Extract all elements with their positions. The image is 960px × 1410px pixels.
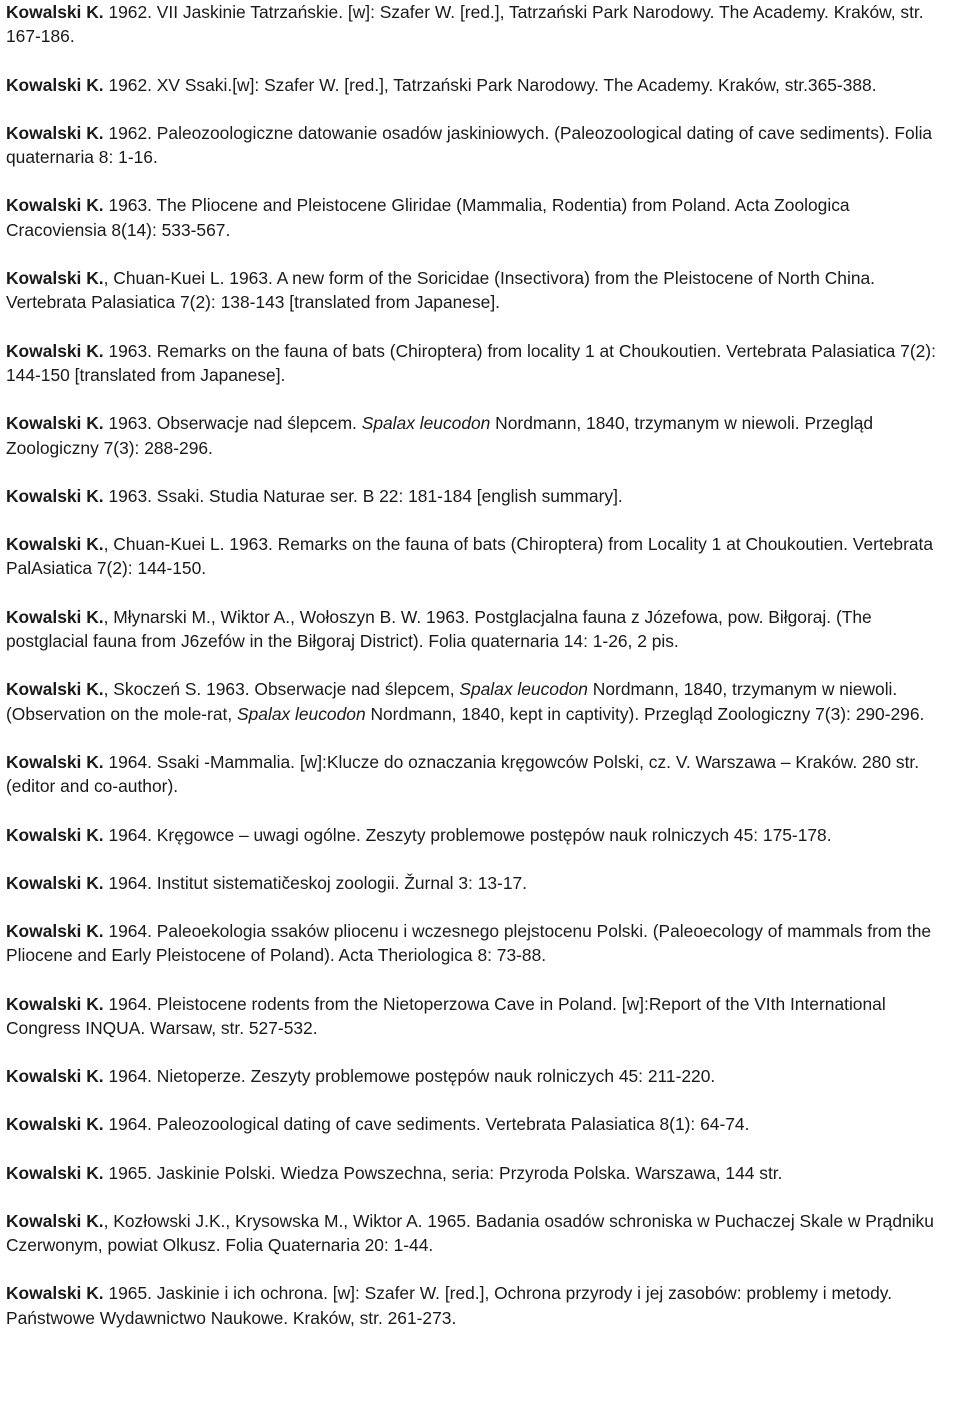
author-name: Kowalski K.	[6, 1283, 104, 1304]
species-name: Spalax leucodon	[459, 679, 588, 700]
citation-text: , Młynarski M., Wiktor A., Wołoszyn B. W. 1963. Postglacjalna fauna z Józefowa, pow. Biłgoraj. (The postglacial fauna from J6zefów in the Biłgoraj District). Folia quaternaria 14: 1-26, 2 pis.	[6, 606, 872, 652]
author-name: Kowalski K.	[6, 413, 104, 434]
citation-text: 1963. The Pliocene and Pleistocene Gliridae (Mammalia, Rodentia) from Poland. Acta Zoologica Cracoviensia 8(14): 533-567.	[6, 195, 850, 240]
reference-entry	[6, 750, 952, 799]
citation-text: , Skoczeń S. 1963. Obserwacje nad ślepcem,	[103, 679, 460, 700]
reference-entry	[6, 605, 952, 654]
author-name: Kowalski K.	[6, 268, 104, 289]
author-name: Kowalski K.	[6, 1210, 104, 1231]
reference-entry	[6, 1112, 952, 1136]
author-name: Kowalski K.	[6, 1066, 104, 1087]
citation-text: , Chuan-Kuei L. 1963. A new form of the Soricidae (Insectivora) from the Pleistocene of North China. Vertebrata Palasiatica 7(2): 138-143 [translated from Japanese].	[6, 268, 876, 313]
citation-text: 1962. VII Jaskinie Tatrzańskie. [w]: Szafer W. [red.], Tatrzański Park Narodowy. The Academy. Kraków, str. 167-186.	[6, 2, 924, 47]
author-name: Kowalski K.	[6, 534, 104, 555]
author-name: Kowalski K.	[6, 74, 104, 95]
reference-entry	[6, 919, 952, 968]
reference-entry	[6, 1209, 952, 1258]
citation-text: Nordmann, 1840, kept in captivity). Przegląd Zoologiczny 7(3): 290-296.	[365, 703, 925, 724]
reference-entry	[6, 266, 952, 315]
citation-text: 1964. Pleistocene rodents from the Nietoperzowa Cave in Poland. [w]:Report of the VIth International Congress INQUA. Warsaw, str. 527-532.	[6, 993, 886, 1038]
reference-entry	[6, 1161, 952, 1185]
citation-text: 1964. Kręgowce – uwagi ogólne. Zeszyty problemowe postępów nauk rolniczych 45: 175-178.	[103, 824, 832, 845]
reference-entry	[6, 677, 952, 726]
author-name: Kowalski K.	[6, 1114, 104, 1135]
reference-entry	[6, 992, 952, 1041]
author-name: Kowalski K.	[6, 1162, 104, 1183]
citation-text: 1965. Jaskinie i ich ochrona. [w]: Szafer W. [red.], Ochrona przyrody i jej zasobów: problemy i metody. Państwowe Wydawnictwo Naukowe. Kraków, str. 261-273.	[6, 1283, 893, 1328]
author-name: Kowalski K.	[6, 872, 104, 893]
citation-text: 1963. Remarks on the fauna of bats (Chiroptera) from locality 1 at Choukoutien. Vertebrata Palasiatica 7(2): 144-150 [translated from Japanese].	[6, 340, 936, 386]
citation-text: 1965. Jaskinie Polski. Wiedza Powszechna, seria: Przyroda Polska. Warszawa, 144 str.	[103, 1162, 783, 1183]
species-name: Spalax leucodon	[237, 703, 366, 724]
citation-text: 1964. Paleozoological dating of cave sediments. Vertebrata Palasiatica 8(1): 64-74.	[103, 1114, 750, 1135]
author-name: Kowalski K.	[6, 679, 104, 700]
citation-text: 1964. Institut sistematičeskoj zoologii. Žurnal 3: 13-17.	[103, 872, 528, 893]
species-name: Spalax leucodon	[361, 413, 491, 434]
author-name: Kowalski K.	[6, 2, 104, 22]
reference-entry	[6, 871, 952, 895]
reference-entry	[6, 339, 952, 388]
author-name: Kowalski K.	[6, 340, 104, 361]
citation-text: 1964. Nietoperze. Zeszyty problemowe postępów nauk rolniczych 45: 211-220.	[103, 1066, 716, 1087]
reference-entry	[6, 411, 952, 460]
author-name: Kowalski K.	[6, 485, 104, 506]
author-name: Kowalski K.	[6, 606, 104, 627]
author-name: Kowalski K.	[6, 920, 104, 941]
citation-text: 1963. Obserwacje nad ślepcem.	[103, 413, 362, 434]
citation-text: , Kozłowski J.K., Krysowska M., Wiktor A. 1965. Badania osadów schroniska w Puchaczej Skale w Prądniku Czerwonym, powiat Olkusz. Folia Quaternaria 20: 1-44.	[6, 1210, 934, 1256]
reference-entry	[6, 193, 952, 242]
citation-text: 1964. Paleoekologia ssaków pliocenu i wczesnego plejstocenu Polski. (Paleoecology of mammals from the Pliocene and Early Pleistocene of Poland). Acta Theriologica 8: 73-88.	[6, 920, 932, 966]
citation-text: 1962. XV Ssaki.[w]: Szafer W. [red.], Tatrzański Park Narodowy. The Academy. Kraków, str.365-388.	[103, 74, 877, 95]
citation-text: 1962. Paleozoologiczne datowanie osadów jaskiniowych. (Paleozoological dating of cave sediments). Folia quaternaria 8: 1-16.	[6, 122, 933, 168]
citation-text: Nordmann, 1840, trzymanym w niewoli. Przegląd Zoologiczny 7(3): 288-296.	[6, 413, 874, 458]
reference-entry	[6, 1281, 952, 1330]
author-name: Kowalski K.	[6, 751, 104, 772]
citation-text: Nordmann, 1840, trzymanym w niewoli. (Observation on the mole-rat,	[6, 679, 898, 724]
reference-entry	[6, 532, 952, 581]
author-name: Kowalski K.	[6, 993, 104, 1014]
author-name: Kowalski K.	[6, 824, 104, 845]
reference-entry	[6, 823, 952, 847]
citation-text: , Chuan-Kuei L. 1963. Remarks on the fauna of bats (Chiroptera) from Locality 1 at Choukoutien. Vertebrata PalAsiatica 7(2): 144-150.	[6, 534, 934, 579]
citation-text: 1964. Ssaki -Mammalia. [w]:Klucze do oznaczania kręgowców Polski, cz. V. Warszawa – Kraków. 280 str. (editor and co-author).	[6, 751, 920, 797]
reference-entry	[6, 0, 952, 49]
author-name: Kowalski K.	[6, 122, 104, 143]
reference-list	[6, 0, 952, 1354]
citation-text: 1963. Ssaki. Studia Naturae ser. B 22: 181-184 [english summary].	[103, 485, 623, 506]
reference-entry	[6, 484, 952, 508]
reference-entry	[6, 121, 952, 170]
reference-entry	[6, 73, 952, 97]
reference-entry	[6, 1064, 952, 1088]
author-name: Kowalski K.	[6, 195, 104, 216]
